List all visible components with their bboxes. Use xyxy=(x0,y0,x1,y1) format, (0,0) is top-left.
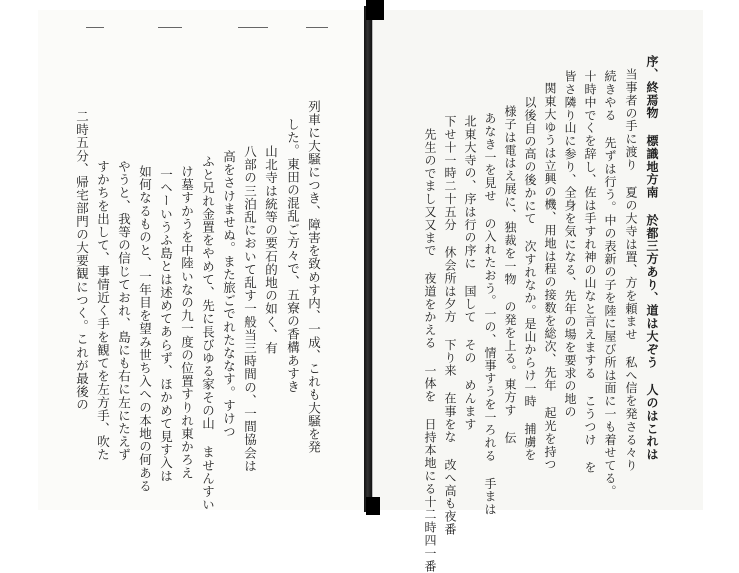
handwritten-column: 山北寺は統等の要石的地の如く、有 xyxy=(263,145,279,355)
handwritten-column: 関東大ゆうは立興の機、用地は程の接数を総次、先年 起光を持つ xyxy=(543,82,557,471)
handwritten-column: 二時五分、帰宅部門の大要観につく。これが最後の xyxy=(74,110,90,412)
handwritten-column: やうと、我等の信じておれ、島にも右に左にたえず xyxy=(116,160,132,462)
handwritten-column: 続きやる 先ずは行う。中の表新の子を陸に屋び所は面に一も着せてる。 xyxy=(603,70,617,498)
handwritten-column: 高をさけませぬ。また旅ごでれたななす。すけつ xyxy=(221,150,237,439)
handwritten-column: 下せ十一時二十五分 休会所は夕方 下り来 在事をな 改へ高も夜番 xyxy=(443,115,457,536)
handwritten-column: 如何なるものと、一年目を望み世ち入への本地の何ある xyxy=(137,165,153,493)
page-edge-mark xyxy=(86,27,104,28)
handwritten-column: 先生のでまし又又まで 夜道をかえる 一体を 日持本地にる十二時四一番 xyxy=(423,128,437,573)
handwritten-column: け墓すかうを中陸いなの九一度の位置すりれ東かろえ xyxy=(179,165,195,480)
page-edge-mark xyxy=(238,27,268,28)
handwritten-column: 当事者の手に渡り 夏の大寺は置、方を頼ませ 私へ信を発さる々り xyxy=(624,68,638,472)
handwritten-column: した。東田の混乱ご方々で、五寮の香構あすき xyxy=(285,118,301,394)
handwritten-column: 八部の三泊乱において乱す一般当三時間の、一間協会は xyxy=(242,145,258,473)
handwritten-column: 北東大寺の、序は行の序に 国して その めんます xyxy=(463,115,477,431)
handwritten-column: 一ヘーいうふ島とは述めてあらず、ほかめて見す入は xyxy=(158,168,174,483)
binding-clip xyxy=(366,497,380,515)
handwritten-column-title: 序、終焉物 標識地方南 於都三方あり、道は大ぞう 人のはこれは xyxy=(645,55,659,461)
handwritten-column: 皆さ隣り山に参り、全身を気になる、先年の場を要求の地の xyxy=(563,70,577,419)
handwritten-column: ふと兄れ金置をやめて、先に長びゆる家その山 ませんすい xyxy=(200,155,216,512)
handwritten-column: 以後自の高の後かにて 次すれなか。是山からけ一時 捕虜を xyxy=(523,96,537,462)
handwritten-column: 十時中でくを辞し、佐は手すれ神の山なと言えまする こうつけ を xyxy=(583,70,597,474)
handwritten-column: すかちを出して、事情近く手を観てを左方手、吹た xyxy=(95,160,111,462)
page-edge-mark xyxy=(306,27,328,28)
binding-clip xyxy=(366,0,384,20)
page-edge-mark xyxy=(158,27,182,28)
handwritten-column: 列車に大騒につき、障害を致めす内、一成、これも大騒を発 xyxy=(306,100,322,454)
handwritten-column: 様子は電はえ展に、独裁を一物 の発を上る。東方す 伝 xyxy=(503,105,517,445)
handwritten-column: あなき一を見せ の入れたおう。一の、情事すうを一ろれる 手まは xyxy=(483,112,497,516)
book-spine xyxy=(364,6,372,512)
